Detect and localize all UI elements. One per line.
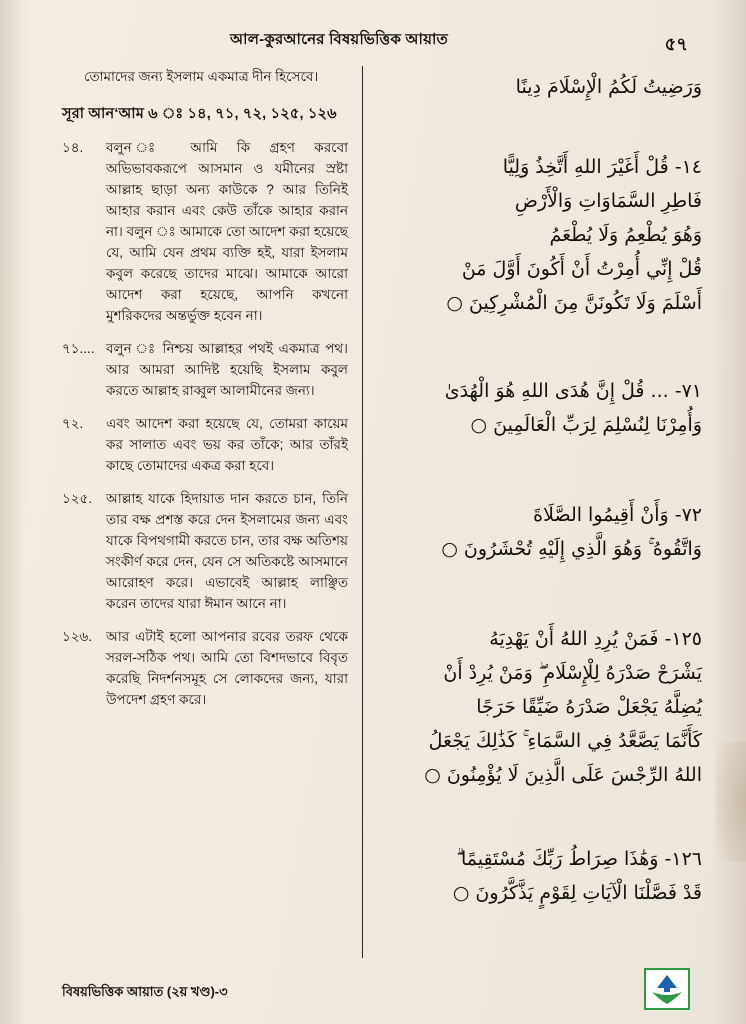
verse-item	[62, 488, 348, 614]
arabic-line: وَأُمِرْنَا لِنُسْلِمَ لِرَبِّ الْعَالَمِينَ ○	[470, 414, 702, 436]
verse-text: বলুন ঃ নিশ্চয় আল্লাহর পথই একমাত্র পথ। আর আমরা আদিষ্ট হয়েছি ইসলাম কবুল করতে আল্লাহ রাব্বুল আলামীনের জন্য।	[106, 341, 348, 398]
footer-signature: বিষয়ভিত্তিক আয়াত (২য় খণ্ড)-৩	[62, 984, 228, 999]
verse-number: ১২৬.	[62, 629, 93, 644]
verse-number: ৭২.	[62, 416, 84, 431]
arabic-line: ٧١- ... قُلْ إِنَّ هُدَى اللهِ هُوَ الْهُدَىٰ	[444, 380, 702, 402]
arabic-line: قُلْ إِنِّي أُمِرْتُ أَنْ أَكُونَ أَوَّلَ مَنْ	[461, 258, 702, 280]
arabic-column	[374, 66, 702, 964]
arabic-top-fragment	[374, 70, 702, 104]
verse-item	[62, 413, 348, 476]
arabic-line: اللهُ الرِّجْسَ عَلَى الَّذِينَ لَا يُؤْمِنُونَ ○	[424, 764, 702, 786]
arabic-verse-block	[374, 622, 702, 792]
arabic-line: كَأَنَّمَا يَصَّعَّدُ فِي السَّمَاءِ ۚ كَذَٰلِكَ يَجْعَلُ	[428, 730, 702, 752]
arabic-verse-block	[374, 498, 702, 566]
verse-number: ৭১....	[62, 341, 95, 356]
bangla-lead-paragraph: তোমাদের জন্য ইসলাম একমাত্র দীন হিসেবে।	[84, 69, 319, 84]
arabic-line: أَسْلَمَ وَلَا تَكُونَنَّ مِنَ الْمُشْرِكِينَ ○	[446, 292, 702, 314]
arabic-line: وَاتَّقُوهُ ۚ وَهُوَ الَّذِي إِلَيْهِ تُحْشَرُونَ ○	[441, 538, 702, 560]
arabic-line: وَرَضِيتُ لَكُمُ الْإِسْلَامَ دِينًا	[515, 76, 702, 98]
header-title: আল-কুরআনের বিষয়ভিত্তিক আয়াত	[230, 31, 448, 48]
publisher-logo-icon	[644, 968, 690, 1010]
arabic-verse-block	[374, 374, 702, 442]
arabic-line: وَهُوَ يُطْعِمُ وَلَا يُطْعَمُ	[549, 224, 702, 246]
verse-item	[62, 137, 348, 326]
surah-heading: সূরা আন‘আম ৬ ঃ ১৪, ৭১, ৭২, ১২৫, ১২৬	[62, 106, 337, 122]
arabic-line: يُضِلَّهُ يَجْعَلْ صَدْرَهُ ضَيِّقًا حَرَجًا	[476, 696, 702, 718]
paper-smudge	[716, 742, 746, 862]
verse-number: ১২৫.	[62, 491, 93, 506]
verse-text: এবং আদেশ করা হয়েছে যে, তোমরা কায়েম কর সালাত এবং ভয় কর তাঁকে; আর তাঁরই কাছে তোমাদের একত্র করা হবে।	[106, 416, 348, 473]
verse-item	[62, 338, 348, 401]
arabic-verse-block	[374, 842, 702, 910]
arabic-line: ٧٢- وَأَنْ أَقِيمُوا الصَّلَاةَ	[533, 504, 702, 526]
arabic-line: ١٢٥- فَمَنْ يُرِدِ اللهُ أَنْ يَهْدِيَهُ	[489, 628, 702, 650]
verse-text: আর এটাই হলো আপনার রবের তরফ থেকে সরল-সঠিক পথ। আমি তো বিশদভাবে বিবৃত করেছি নিদর্শনসমূহ সে লোকদের জন্য, যারা উপদেশ গ্রহণ করে।	[106, 629, 348, 707]
verse-text: বলুন ঃ আমি কি গ্রহণ করবো অভিভাবকরূপে আসমান ও যমীনের স্রষ্টা আল্লাহ ছাড়া অন্য কাউকে ? আর তিনিই আহার করান এবং কেউ তাঁকে আহার করান না। বলুন ঃ আমাকে তো আদেশ করা হয়েছে যে, আমি যেন প্রথম ব্যক্তি হই, যারা ইসলাম কবুল করেছে তাদের মাঝে। আমাকে আরো আদেশ করা হয়েছে, আপনি কখনো মুশরিকদের অন্তর্ভুক্ত হবেন না।	[106, 140, 348, 323]
verse-text: আল্লাহ যাকে হিদায়াত দান করতে চান, তিনি তার বক্ষ প্রশস্ত করে দেন ইসলামের জন্য এবং যাকে বিপথগামী করতে চান, তার বক্ষ অতিশয় সংকীর্ণ করে দেন, যেন সে অতিকষ্টে আসমানে আরোহণ করে। এভাবেই আল্লাহ লাঞ্ছিত করেন তাদের যারা ঈমান আনে না।	[106, 491, 348, 611]
page-columns	[62, 66, 702, 964]
bangla-column	[62, 66, 348, 964]
page-header	[60, 28, 698, 54]
arabic-line: يَشْرَحْ صَدْرَهُ لِلْإِسْلَامِ ۖ وَمَنْ يُرِدْ أَنْ	[443, 662, 702, 684]
page-number: ৫৭	[664, 34, 688, 54]
arabic-verse-block	[374, 150, 702, 320]
arabic-line: فَاطِرِ السَّمَاوَاتِ وَالْأَرْضِ	[514, 190, 702, 212]
arabic-line: قَدْ فَصَّلْنَا الْآيَاتِ لِقَوْمٍ يَذَّكَّرُونَ ○	[452, 882, 702, 904]
arabic-line: ١٤- قُلْ أَغَيْرَ اللهِ أَتَّخِذُ وَلِيًّا	[502, 156, 702, 178]
verse-number: ১৪.	[62, 140, 84, 155]
column-divider	[362, 66, 363, 958]
verse-item	[62, 626, 348, 710]
arabic-line: ١٢٦- وَهَٰذَا صِرَاطُ رَبِّكَ مُسْتَقِيمًا ۗ	[456, 848, 702, 870]
